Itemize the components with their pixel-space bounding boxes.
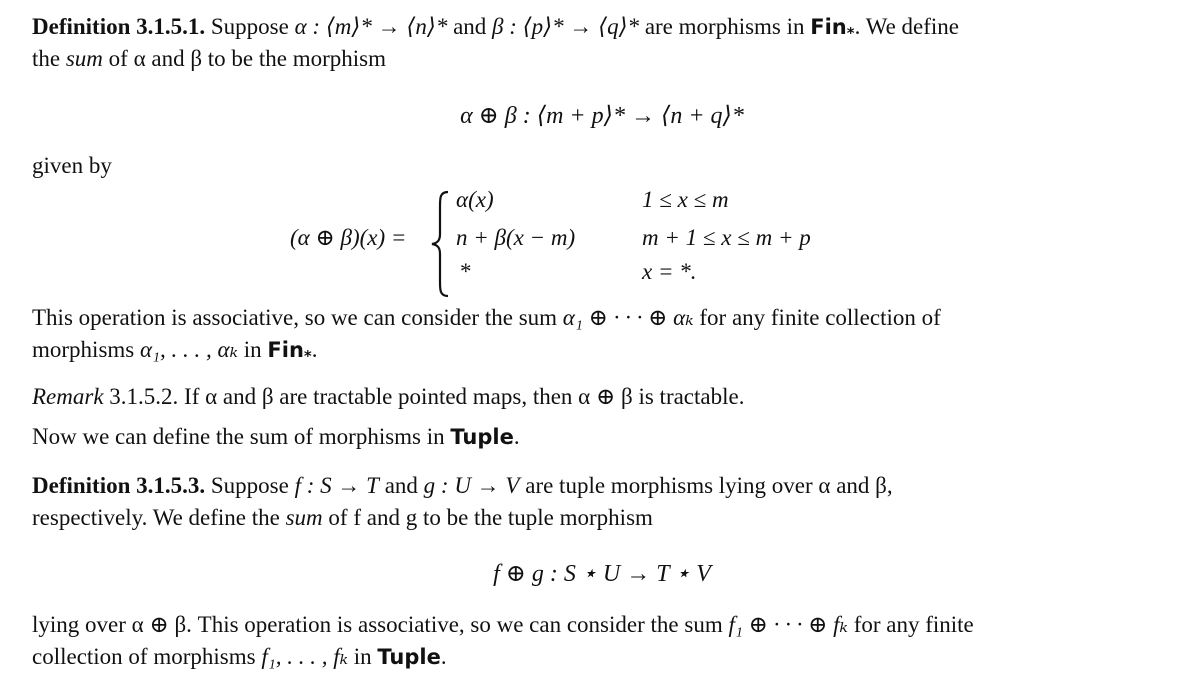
- text: in: [243, 337, 262, 362]
- math-f-list: f₁, . . . , fₖ: [261, 644, 348, 669]
- given-by-text: given by: [32, 153, 112, 178]
- text: are morphisms in: [644, 14, 805, 39]
- definition-3-1-5-3: [32, 470, 1172, 502]
- text: collection of morphisms: [32, 644, 256, 669]
- category-fin: Fin$_*$: [267, 338, 312, 365]
- text: respectively. We define the: [32, 505, 280, 530]
- text: Suppose: [210, 473, 289, 498]
- associativity-paragraph-2-line1: [32, 609, 1172, 641]
- text: .: [513, 424, 520, 449]
- category-tuple: Tuple: [450, 425, 514, 449]
- math-f-signature: f : S → T: [294, 473, 379, 498]
- text: morphisms: [32, 337, 135, 362]
- case-value-3: *: [460, 259, 472, 284]
- associativity-paragraph-2-line2: [32, 641, 1172, 673]
- term-sum: sum: [285, 505, 323, 530]
- math-sum-alphas: α₁ ⊕ · · · ⊕ αₖ: [562, 305, 694, 330]
- text: Suppose: [210, 14, 289, 39]
- case-condition-3: x = *.: [642, 259, 697, 284]
- definition-3-1-5-1-line2: [32, 43, 1172, 75]
- piecewise-definition: [290, 182, 890, 298]
- text: and: [453, 14, 487, 39]
- text: for any finite: [853, 612, 974, 637]
- left-brace-icon: [430, 190, 452, 298]
- math-alpha-list: α₁, . . . , αₖ: [139, 337, 239, 362]
- text: of α and β to be the morphism: [108, 46, 387, 71]
- associativity-paragraph-1-line2: [32, 334, 1172, 372]
- text: .: [311, 337, 318, 362]
- category-tuple: Tuple: [377, 645, 441, 669]
- remark-3-1-5-2: [32, 381, 1172, 413]
- text: are tuple morphisms lying over α and β,: [525, 473, 893, 498]
- piecewise-lhs: (α ⊕ β)(x) =: [290, 225, 407, 250]
- associativity-paragraph-1-line1: [32, 302, 1172, 334]
- text: for any finite collection of: [699, 305, 941, 330]
- remark-number: 3.1.5.2.: [109, 384, 179, 409]
- category-fin: Fin$_*$: [810, 15, 855, 42]
- text: in: [353, 644, 372, 669]
- text: the: [32, 46, 61, 71]
- display-equation-tuple-sum: f ⊕ g : S ⋆ U → T ⋆ V: [493, 561, 711, 587]
- math-alpha-signature: α : ⟨m⟩* → ⟨n⟩*: [294, 14, 448, 39]
- text: This operation is associative, so we can consider the sum: [32, 305, 558, 330]
- transition-sentence: [32, 421, 1172, 453]
- case-value-2: n + β(x − m): [456, 225, 576, 250]
- case-value-1: α(x): [456, 187, 494, 212]
- definition-3-1-5-3-line2: [32, 502, 1172, 534]
- math-g-signature: g : U → V: [423, 473, 520, 498]
- text: .: [440, 644, 447, 669]
- text: of f and g to be the tuple morphism: [328, 505, 653, 530]
- text: and: [384, 473, 418, 498]
- display-equation-sum-signature: α ⊕ β : ⟨m + p⟩* → ⟨n + q⟩*: [460, 103, 744, 129]
- term-sum: sum: [65, 46, 103, 71]
- math-beta-signature: β : ⟨p⟩* → ⟨q⟩*: [492, 14, 640, 39]
- definition-heading: Definition 3.1.5.3.: [32, 473, 206, 498]
- math-sum-fs: f₁ ⊕ · · · ⊕ fₖ: [728, 612, 848, 637]
- remark-text: If α and β are tractable pointed maps, then α ⊕ β is tractable.: [184, 384, 745, 409]
- text: lying over α ⊕ β. This operation is associative, so we can consider the sum: [32, 612, 723, 637]
- remark-label: Remark: [32, 384, 104, 409]
- text: Now we can define the sum of morphisms in: [32, 424, 445, 449]
- definition-heading: Definition 3.1.5.1.: [32, 14, 206, 39]
- text: . We define: [854, 14, 960, 39]
- case-condition-1: 1 ≤ x ≤ m: [642, 187, 729, 212]
- case-condition-2: m + 1 ≤ x ≤ m + p: [642, 225, 811, 250]
